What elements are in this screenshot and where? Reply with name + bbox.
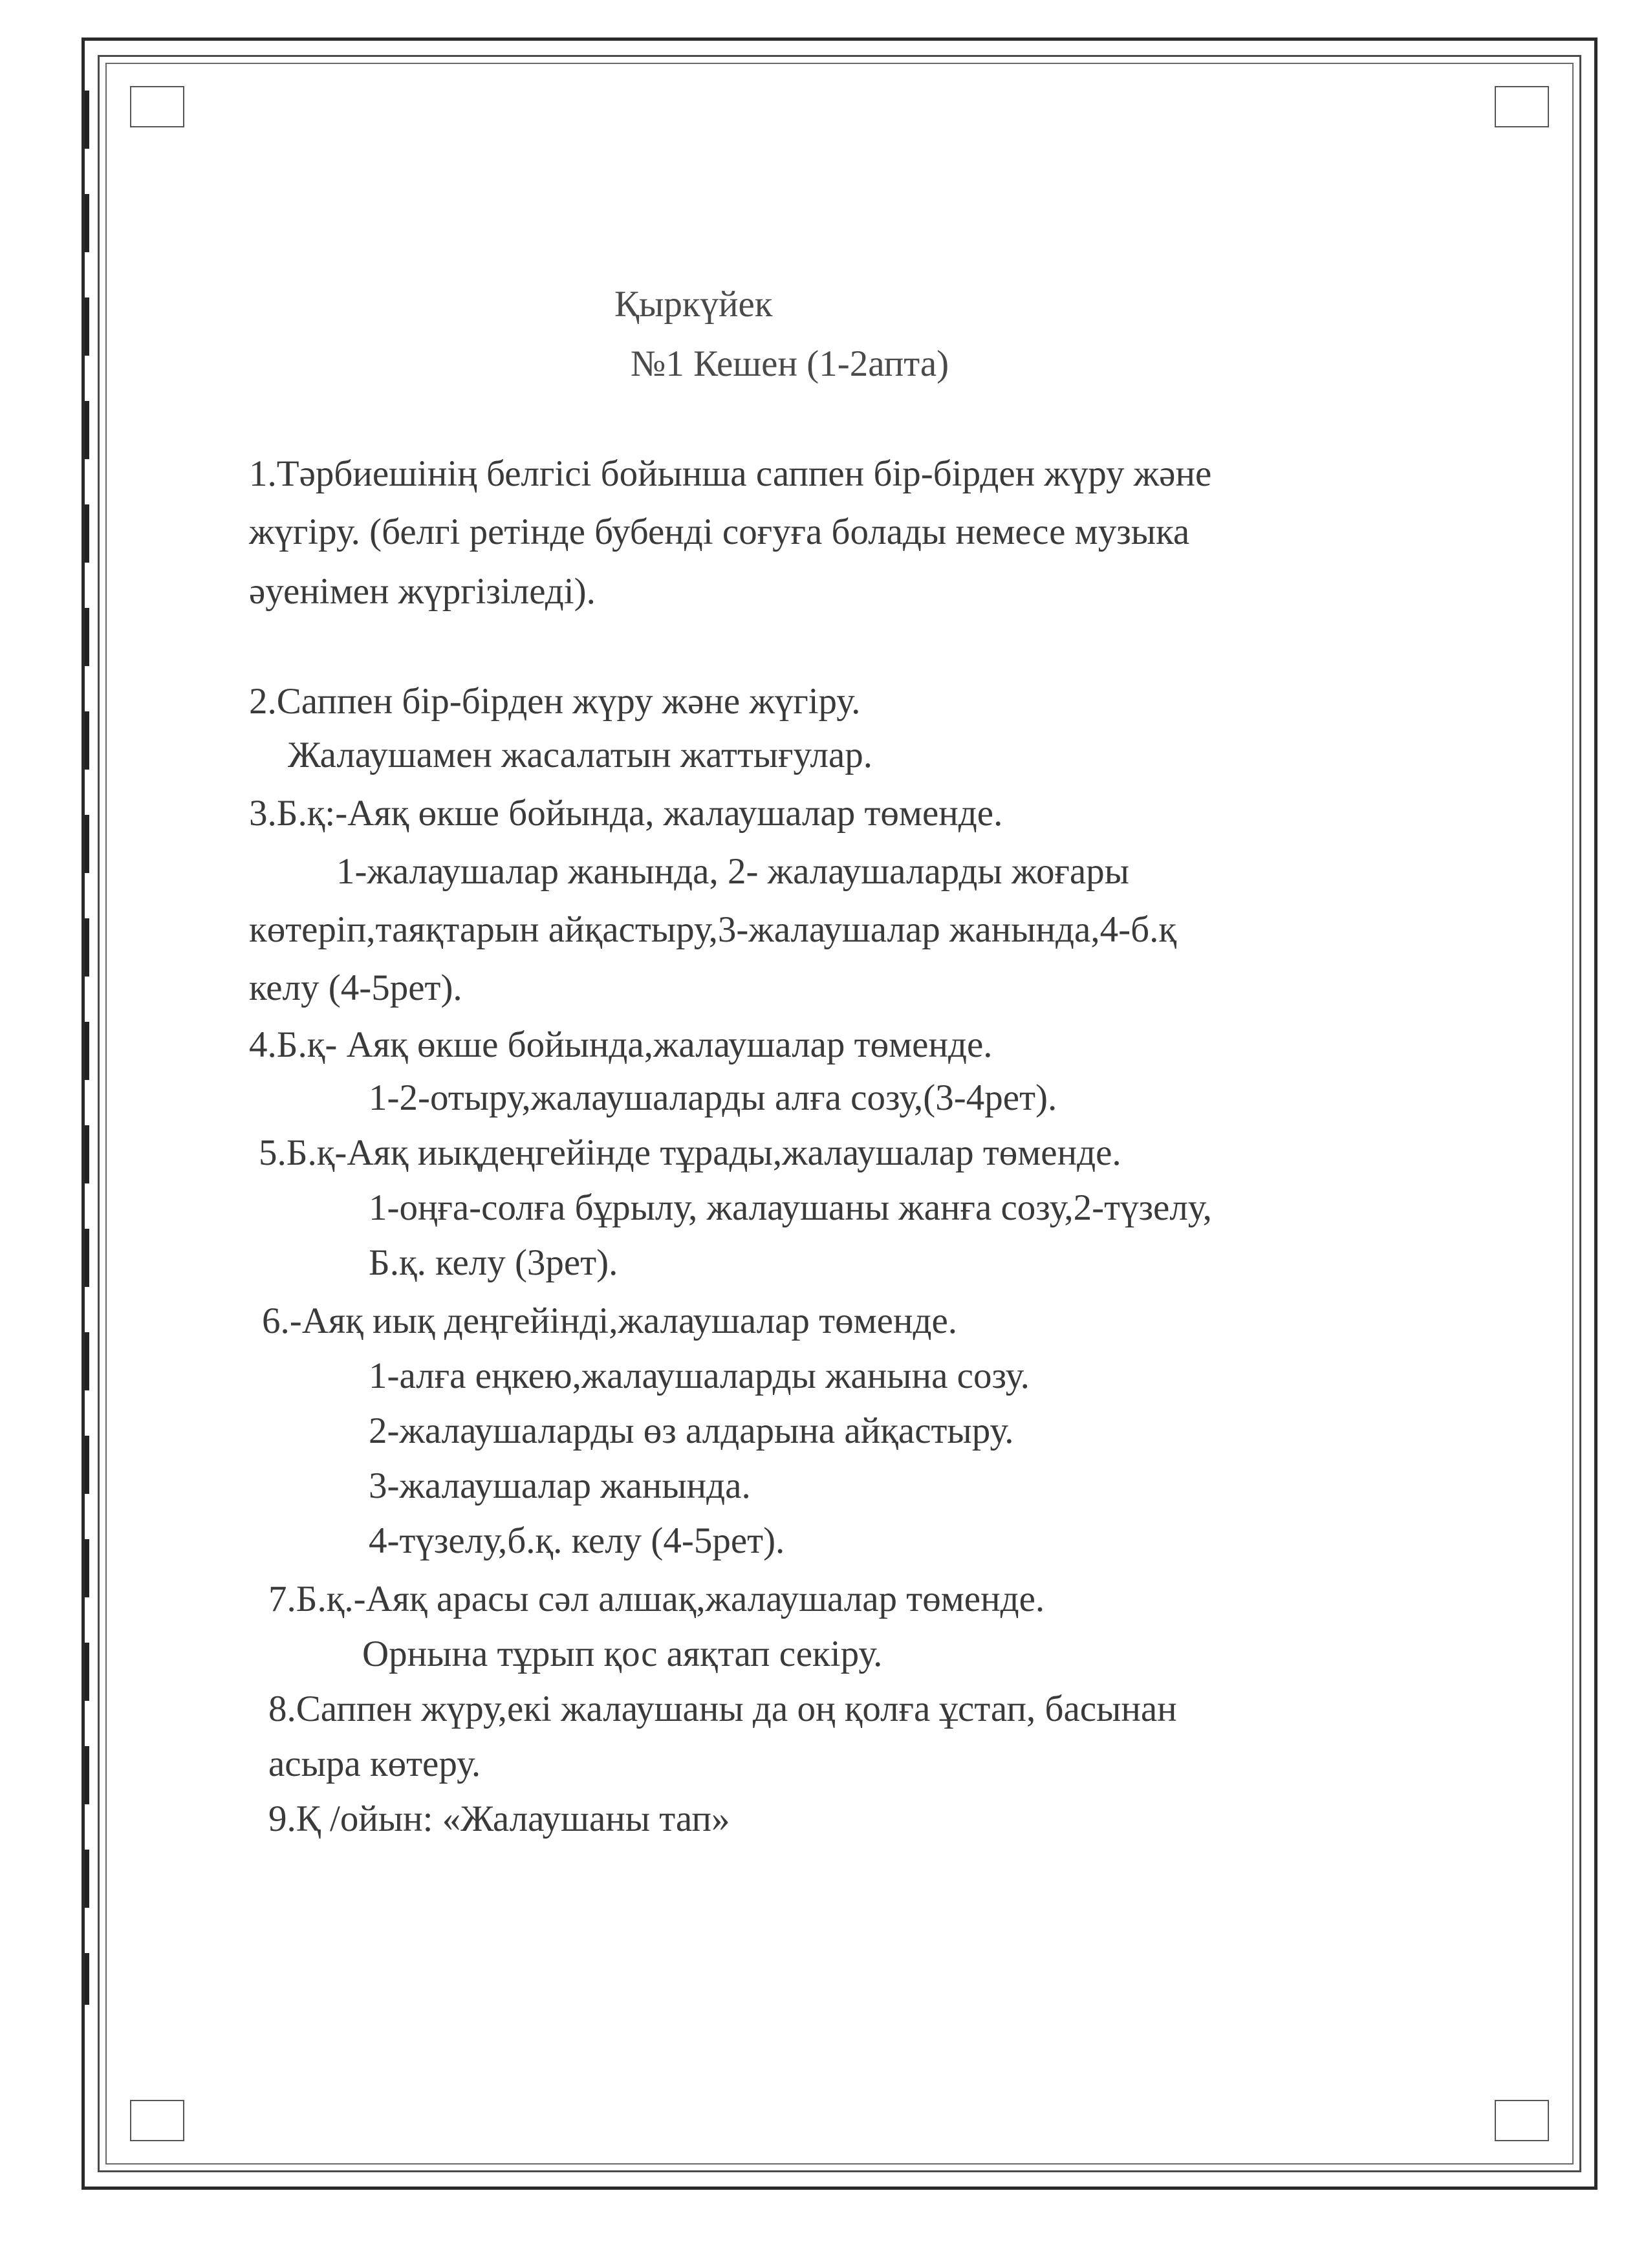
text-line: 1-жалаушалар жанында, 2- жалаушаларды жоғары bbox=[336, 851, 1129, 892]
text-line: әуенімен жүргізіледі). bbox=[249, 571, 596, 612]
text-line: жүгіру. (белгі ретінде бубенді соғуға болады немесе музыка bbox=[249, 512, 1190, 552]
corner-ornament bbox=[1495, 86, 1549, 127]
text-line: 7.Б.қ.-Аяқ арасы сәл алшақ,жалаушалар төменде. bbox=[268, 1579, 1045, 1619]
text-line: 3-жалаушалар жанында. bbox=[369, 1465, 751, 1506]
text-line: келу (4-5рет). bbox=[249, 967, 462, 1008]
text-line: 2.Саппен бір-бірден жүру және жүгіру. bbox=[249, 681, 861, 722]
text-line: 1-алға еңкею,жалаушаларды жанына созу. bbox=[369, 1355, 1030, 1396]
text-line: 2-жалаушаларды өз алдарына айқастыру. bbox=[369, 1410, 1014, 1451]
text-line: 4.Б.қ- Аяқ өкше бойында,жалаушалар төменде. bbox=[249, 1024, 993, 1065]
text-line: 8.Саппен жүру,екі жалаушаны да оң қолға ұстап, басынан bbox=[268, 1689, 1177, 1729]
document-title: Қыркүйек bbox=[614, 284, 773, 325]
text-line: 5.Б.қ-Аяқ иықдеңгейінде тұрады,жалаушалар төменде. bbox=[259, 1132, 1121, 1173]
text-line: Б.қ. келу (3рет). bbox=[369, 1242, 618, 1283]
corner-ornament bbox=[130, 2100, 184, 2141]
text-line: асыра көтеру. bbox=[268, 1744, 481, 1784]
text-line: Жалаушамен жасалатын жаттығулар. bbox=[288, 735, 873, 775]
corner-ornament bbox=[1495, 2100, 1549, 2141]
text-line: 1-2-отыру,жалаушаларды алға созу,(3-4рет). bbox=[369, 1077, 1057, 1118]
text-line: 3.Б.қ:-Аяқ өкше бойында, жалаушалар төменде. bbox=[249, 793, 1003, 834]
text-line: 4-түзелу,б.қ. келу (4-5рет). bbox=[369, 1520, 785, 1561]
text-line: 9.Қ /ойын: «Жалаушаны тап» bbox=[268, 1798, 730, 1839]
text-line: 1.Тәрбиешінің белгісі бойынша саппен бір-бірден жүру және bbox=[249, 453, 1212, 494]
document-subtitle: №1 Кешен (1-2апта) bbox=[631, 343, 949, 384]
text-line: 6.-Аяқ иық деңгейінді,жалаушалар төменде. bbox=[262, 1301, 958, 1341]
corner-ornament bbox=[130, 86, 184, 127]
text-line: Орнына тұрып қос аяқтап секіру. bbox=[362, 1634, 883, 1674]
text-line: 1-оңға-солға бұрылу, жалаушаны жанға созу,2-түзелу, bbox=[369, 1187, 1212, 1228]
text-line: көтеріп,таяқтарын айқастыру,3-жалаушалар жанында,4-б.қ bbox=[249, 909, 1177, 950]
